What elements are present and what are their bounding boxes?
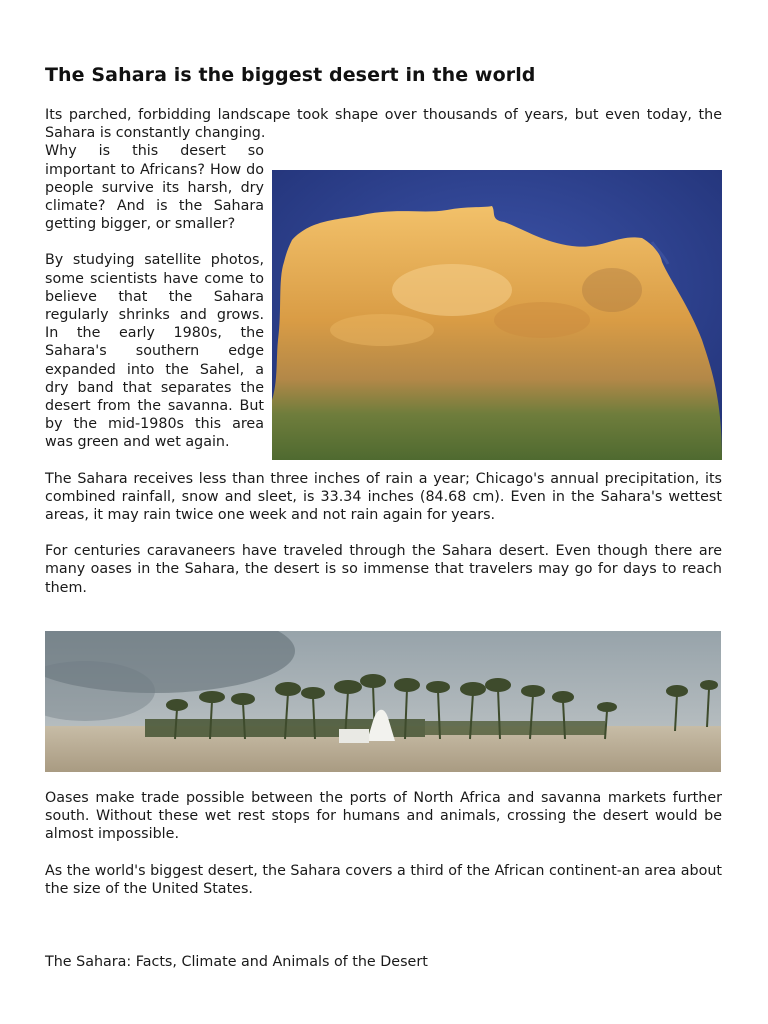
paragraph-2-text: Why is this desert so important to Africans? How do people survive its harsh, dry climate? And is the Sahara getting bigger, or smaller? xyxy=(45,143,264,233)
paragraph-4 xyxy=(45,470,722,525)
paragraph-6: Oases make trade possible between the ports of North Africa and savanna markets further south. Without these wet rest stops for humans and animals, crossing the desert would be almost impossible. xyxy=(45,790,722,843)
paragraph-7: As the world's biggest desert, the Sahara covers a third of the African continent-an area about the size of the United States. xyxy=(45,862,722,897)
paragraph-5 xyxy=(45,542,722,597)
paragraph-3-text: By studying satellite photos, some scientists have come to believe that the Sahara regularly shrinks and grows. In the early 1980s, the Sahara's southern edge expanded into the Sahel, a dry band that separates the desert from the savanna. But by the mid-1980s this area was green and wet again. xyxy=(45,252,264,451)
paragraph-1-text: Its parched, forbidding landscape took shape over thousands of years, but even today, the Sahara is constantly changing. xyxy=(45,107,722,142)
sahara-satellite-image xyxy=(272,170,722,460)
page-title: The Sahara is the biggest desert in the world xyxy=(45,64,536,86)
oasis-photo xyxy=(45,631,721,772)
article-body xyxy=(45,106,722,615)
paragraph-1 xyxy=(45,106,722,142)
sahara-map-svg xyxy=(272,170,722,460)
oasis-photo-svg xyxy=(45,631,721,772)
paragraph-2 xyxy=(45,142,722,233)
footer-caption: The Sahara: Facts, Climate and Animals of the Desert xyxy=(45,954,428,970)
article-body-continued xyxy=(45,789,722,916)
paragraph-5-text: For centuries caravaneers have traveled through the Sahara desert. Even though there are many oases in the Sahara, the desert is so immense that travelers may go for days to reach them. xyxy=(45,543,722,596)
paragraph-4-text: The Sahara receives less than three inches of rain a year; Chicago's annual precipitation, its combined rainfall, snow and sleet, is 33.34 inches (84.68 cm). Even in the Sahara's wettest areas, it may rain twice one week and not rain again for years. xyxy=(45,470,722,524)
